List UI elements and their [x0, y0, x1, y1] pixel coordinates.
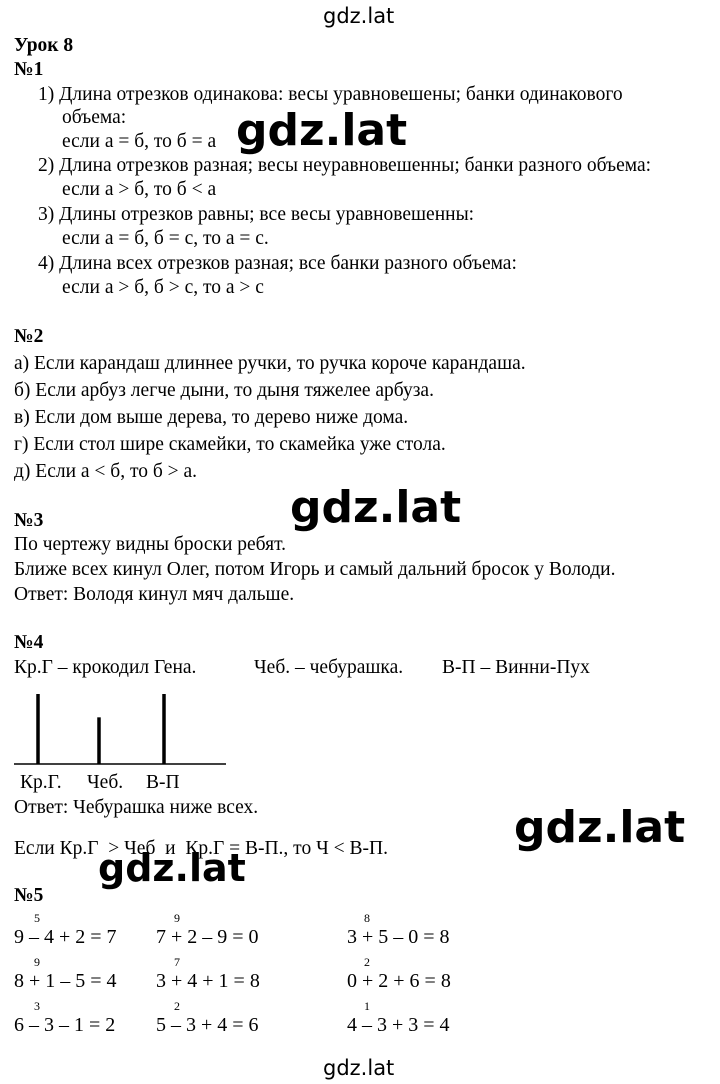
task2-line: д) Если а < б, то б > а. [14, 461, 198, 482]
task2-title: №2 [14, 326, 44, 347]
task3-title: №3 [14, 510, 44, 531]
equation: 4 – 3 + 3 = 4 [347, 1014, 450, 1036]
watermark-mid-3: gdz.lat [514, 802, 686, 853]
eq-superscript: 9 [34, 955, 40, 969]
task1-line: 3) Длины отрезков равны; все весы уравновешенны: [38, 204, 475, 225]
task1-line: если а = б, то б = а [62, 131, 217, 152]
bar-label-krg: Кр.Г. [20, 772, 62, 793]
task1-line: объема: [62, 107, 127, 128]
task4-title: №4 [14, 632, 44, 653]
watermark-mid-1: gdz.lat [236, 105, 408, 156]
equation: 9 – 4 + 2 = 7 [14, 926, 117, 948]
task1-line: 1) Длина отрезков одинакова: весы уравновешены; банки одинакового [38, 84, 623, 105]
lesson-title: Урок 8 [14, 35, 74, 56]
eq-superscript: 8 [364, 911, 370, 925]
bar-label-cheb: Чеб. [87, 772, 124, 793]
task3-line: По чертежу видны броски ребят. [14, 534, 287, 555]
watermark-mid-2: gdz.lat [290, 482, 462, 533]
task1-line: если а > б, то б < а [62, 179, 217, 200]
height-bar-chart [0, 680, 240, 770]
task4-answer: Ответ: Чебурашка ниже всех. [14, 797, 259, 818]
eq-superscript: 5 [34, 911, 40, 925]
bar-label-vp: В-П [146, 772, 180, 793]
task1-line: если а > б, б > с, то а > с [62, 277, 264, 298]
eq-superscript: 3 [34, 999, 40, 1013]
eq-superscript: 1 [364, 999, 370, 1013]
equation: 8 + 1 – 5 = 4 [14, 970, 117, 992]
task2-line: б) Если арбуз легче дыни, то дыня тяжелее арбуза. [14, 380, 434, 401]
task4-conclusion: Если Кр.Г > Чеб и Кр.Г = В-П., то Ч < В-П. [14, 838, 388, 859]
task2-line: в) Если дом выше дерева, то дерево ниже дома. [14, 407, 409, 428]
task1-title: №1 [14, 59, 44, 80]
equation: 5 – 3 + 4 = 6 [156, 1014, 259, 1036]
task1-line: 2) Длина отрезков разная; весы неуравновешенны; банки разного объема: [38, 155, 652, 176]
eq-superscript: 2 [364, 955, 370, 969]
eq-superscript: 9 [174, 911, 180, 925]
task2-line: а) Если карандаш длиннее ручки, то ручка короче карандаша. [14, 353, 526, 374]
task2-line: г) Если стол шире скамейки, то скамейка уже стола. [14, 434, 446, 455]
task3-line: Ближе всех кинул Олег, потом Игорь и самый дальний бросок у Володи. [14, 559, 616, 580]
task4-legend-krg: Кр.Г – крокодил Гена. [14, 657, 197, 678]
equation: 0 + 2 + 6 = 8 [347, 970, 451, 992]
equation: 3 + 5 – 0 = 8 [347, 926, 450, 948]
task3-line: Ответ: Володя кинул мяч дальше. [14, 584, 295, 605]
watermark-top: gdz.lat [323, 4, 395, 28]
task5-title: №5 [14, 885, 44, 906]
equation: 3 + 4 + 1 = 8 [156, 970, 260, 992]
task1-line: если а = б, б = с, то а = с. [62, 228, 269, 249]
task4-legend-cheb: Чеб. – чебурашка. [254, 657, 404, 678]
task4-legend-vp: В-П – Винни-Пух [442, 657, 590, 678]
eq-superscript: 7 [174, 955, 180, 969]
watermark-mid-4: gdz.lat [98, 846, 246, 890]
watermark-bottom: gdz.lat [323, 1056, 395, 1080]
eq-superscript: 2 [174, 999, 180, 1013]
equation: 6 – 3 – 1 = 2 [14, 1014, 116, 1036]
task1-line: 4) Длина всех отрезков разная; все банки разного объема: [38, 253, 517, 274]
equation: 7 + 2 – 9 = 0 [156, 926, 259, 948]
